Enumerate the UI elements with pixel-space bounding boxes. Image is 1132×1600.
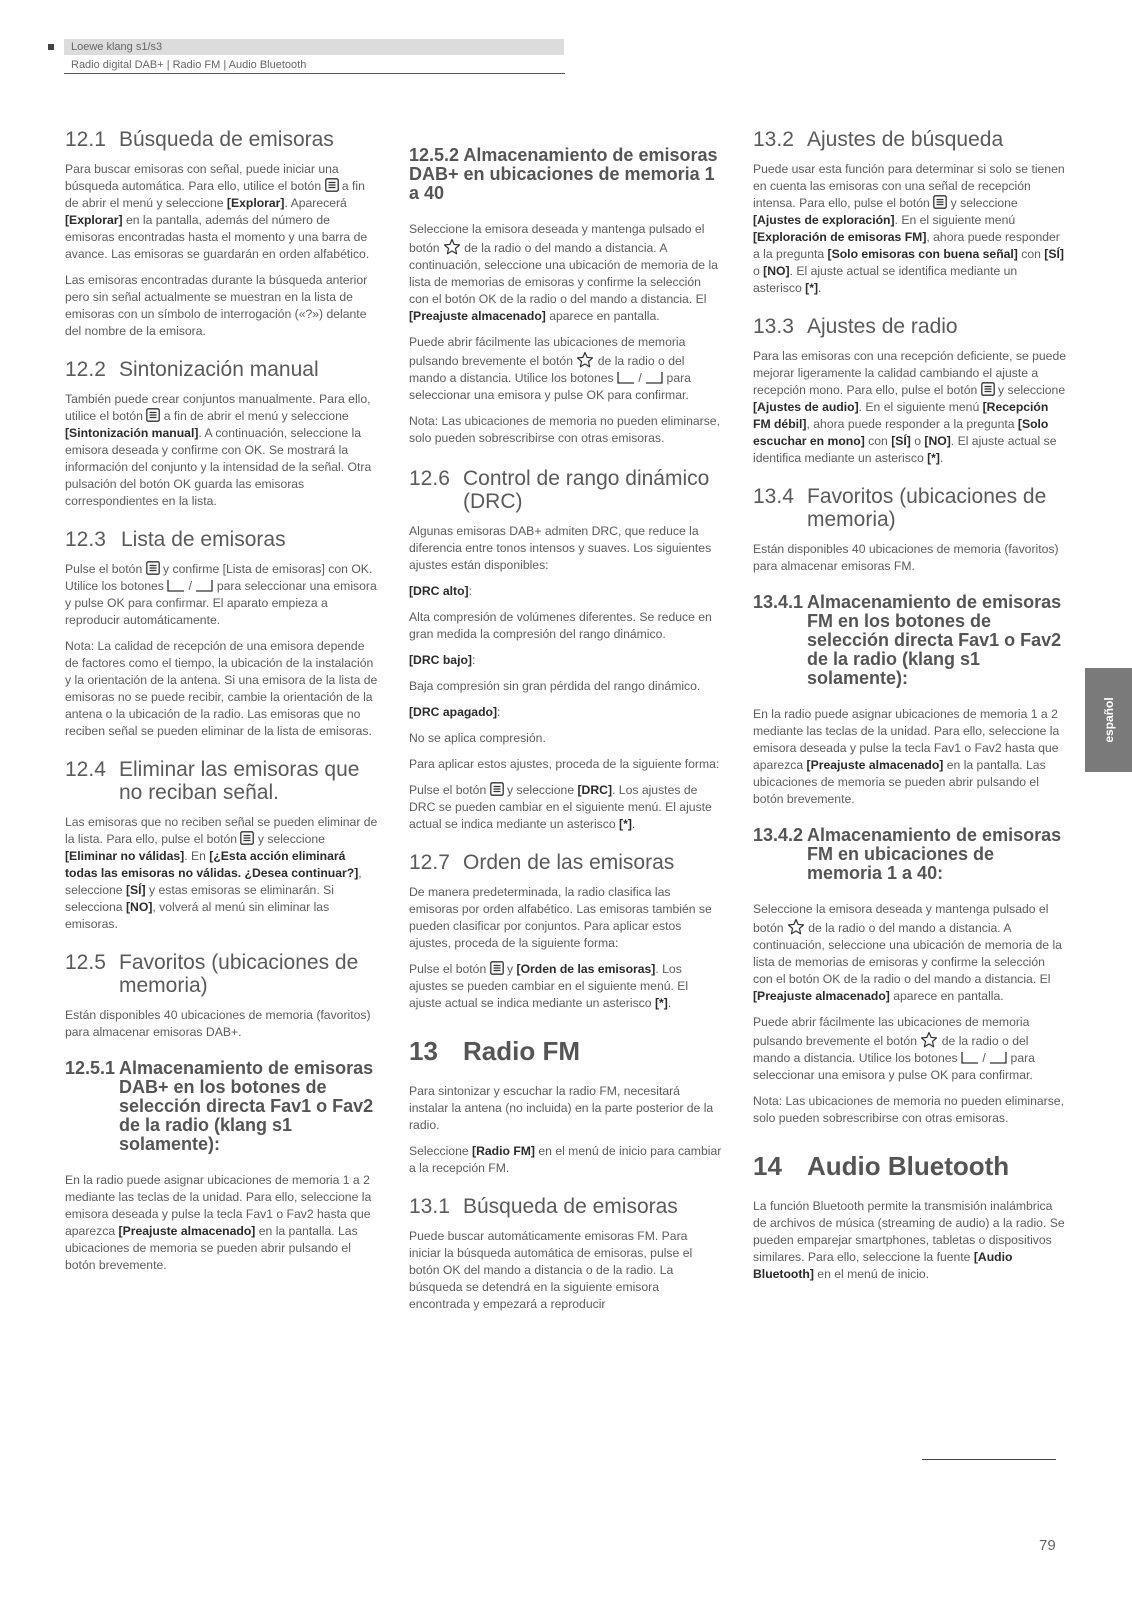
header-model: Loewe klang s1/s3: [71, 41, 163, 53]
heading-13-4: 13.4 Favoritos (ubicaciones de memoria): [753, 485, 1047, 531]
para-12-5-2-b: Puede abrir fácilmente las ubicaciones de memoria pulsando brevemente el botón de la radio o del mando a distancia. Utilice los botones / para seleccionar una emisora y pulse OK para confirmar.: [409, 335, 691, 402]
heading-12-7: 12.7 Orden de las emisoras: [409, 851, 675, 874]
language-tab: español: [1085, 668, 1132, 772]
para-13-a: Para sintonizar y escuchar la radio FM, necesitará instalar la antena (no incluida) en la parte posterior de la radio.: [409, 1084, 714, 1133]
drc-low-label: [DRC bajo]:: [409, 653, 476, 667]
heading-12-1: 12.1 Búsqueda de emisoras: [65, 128, 334, 151]
star-icon: [787, 918, 805, 936]
drc-off-desc: No se aplica compresión.: [409, 731, 546, 745]
star-icon: [576, 351, 594, 369]
heading-13-1: 13.1 Búsqueda de emisoras: [409, 1195, 678, 1219]
column-right: [753, 128, 1066, 1283]
para-12-5: Están disponibles 40 ubicaciones de memoria (favoritos) para almacenar emisoras DAB+.: [65, 1008, 371, 1039]
drc-low-desc: Baja compresión sin gran pérdida del rango dinámico.: [409, 679, 701, 693]
para-12-5-2-a: Seleccione la emisora deseada y mantenga pulsado el botón de la radio o del mando a distancia. A continuación, seleccione una ubicación de memoria de la lista de memorias de emisoras y confirme la selección con el botón OK de la radio o del mando a distancia. El [Preajuste almacenado] aparece en pantalla.: [409, 222, 718, 323]
menu-icon: [325, 178, 339, 192]
page-number: 79: [1039, 1537, 1056, 1554]
para-13-3: Para las emisoras con una recepción deficiente, se puede mejorar ligeramente la calidad cambiando el ajuste a recepción mono. Para ello, pulse el botón y seleccione [Ajustes de audio]. En el siguiente menú [Recepción FM débil], ahora puede responder a la pregunta [Solo escuchar en mono] con [SÍ] o [NO]. El ajuste actual se identifica mediante un asterisco [*].: [753, 349, 1067, 465]
heading-12-3: 12.3 Lista de emisoras: [65, 528, 286, 551]
para-12-6-intro: Algunas emisoras DAB+ admiten DRC, que reduce la diferencia entre tonos intensos y suaves. Los siguientes ajustes están disponibles:: [409, 524, 712, 572]
menu-icon: [490, 961, 504, 975]
para-13-4-2-a: Seleccione la emisora deseada y mantenga pulsado el botón de la radio o del mando a distancia. A continuación, seleccione una ubicación de memoria de la lista de memorias de emisoras y confirme la selección con el botón OK de la radio o del mando a distancia. El [Preajuste almacenado] aparece en pantalla.: [753, 902, 1062, 1003]
para-12-5-2-note: Nota: Las ubicaciones de memoria no pueden eliminarse, solo pueden sobrescribirse con otras emisoras.: [409, 414, 720, 445]
para-12-6-steps: Pulse el botón y seleccione [DRC]. Los ajustes de DRC se pueden cambiar en el siguiente menú. El ajuste actual se indica mediante un asterisco [*].: [409, 783, 712, 831]
heading-12-6: 12.6 Control de rango dinámico (DRC): [409, 467, 710, 513]
heading-14: 14 Audio Bluetooth: [753, 1151, 1010, 1181]
menu-icon: [981, 382, 995, 396]
para-12-6-apply: Para aplicar estos ajustes, proceda de la siguiente forma:: [409, 757, 720, 771]
para-12-1-a: Para buscar emisoras con señal, puede iniciar una búsqueda automática. Para ello, utilice el botón a fin de abrir el menú y seleccione [Explorar]. Aparecerá [Explorar] en la pantalla, además del número de emisoras encontradas hasta el momento y una barra de avance. Las emisoras se guardarán en orden alfabético.: [65, 162, 370, 261]
para-12-7-a: De manera predeterminada, la radio clasifica las emisoras por orden alfabético. Las emisoras también se pueden clasificar por conjuntos. Para aplicar estos ajustes, proceda de la siguiente forma:: [409, 885, 712, 950]
column-left: [65, 128, 378, 1274]
header-subtitle: Radio digital DAB+ | Radio FM | Audio Bluetooth: [71, 59, 307, 71]
heading-13-4-2: 13.4.2 Almacenamiento de emisoras FM en ubicaciones de memoria 1 a 40:: [753, 825, 1062, 883]
para-13-4: Están disponibles 40 ubicaciones de memoria (favoritos) para almacenar emisoras FM.: [753, 542, 1059, 573]
menu-icon: [240, 831, 254, 845]
header-marker: [48, 44, 54, 50]
para-14: La función Bluetooth permite la transmisión inalámbrica de archivos de música (streaming de audio) a la radio. Se pueden emparejar smartphones, tabletas o dispositivos similares. Para ello, seleccione la fuente [Audio Bluetooth] en el menú de inicio.: [753, 1199, 1065, 1282]
star-icon: [920, 1031, 938, 1049]
header-rule: [64, 73, 565, 74]
heading-13-2: 13.2 Ajustes de búsqueda: [753, 128, 1004, 151]
para-12-5-1: En la radio puede asignar ubicaciones de memoria 1 a 2 mediante las teclas de la unidad. Para ello, seleccione la emisora deseada y pulse la tecla Fav1 o Fav2 hasta que aparezca [Preajuste almacenado] en la pantalla. Las ubicaciones de memoria se pueden abrir pulsando el botón brevemente.: [65, 1173, 372, 1272]
para-13-2: Puede usar esta función para determinar si solo se tienen en cuenta las emisoras con una señal de recepción intensa. Para ello, pulse el botón y seleccione [Ajustes de exploración]. En el siguiente menú [Exploración de emisoras FM], ahora puede responder a la pregunta [Solo emisoras con buena señal] con [SÍ] o [NO]. El ajuste actual se identifica mediante un asterisco [*].: [753, 162, 1065, 295]
drc-off-label: [DRC apagado]:: [409, 705, 501, 719]
para-13-4-1: En la radio puede asignar ubicaciones de memoria 1 a 2 mediante las teclas de la unidad. Para ello, seleccione la emisora deseada y pulse la tecla Fav1 o Fav2 hasta que aparezca [Preajuste almacenado] en la pantalla. Las ubicaciones de memoria se pueden abrir pulsando el botón brevemente.: [753, 707, 1060, 806]
next-button-icon: [645, 371, 663, 384]
heading-12-5-1: 12.5.1 Almacenamiento de emisoras DAB+ en los botones de selección directa Fav1 o Fav2 de la radio (klang s1 solamente):: [65, 1058, 374, 1154]
para-12-1-b: Las emisoras encontradas durante la búsqueda anterior pero sin señal actualmente se muestran en la lista de emisoras con un símbolo de interrogación («?») delante del nombre de la emisora.: [65, 273, 368, 338]
heading-12-4: 12.4 Eliminar las emisoras que no reciban señal.: [65, 758, 360, 804]
star-icon: [443, 238, 461, 256]
heading-12-5: 12.5 Favoritos (ubicaciones de memoria): [65, 951, 359, 997]
heading-13: 13 Radio FM: [409, 1036, 580, 1066]
heading-12-5-2: 12.5.2 Almacenamiento de emisoras DAB+ en ubicaciones de memoria 1 a 40: [409, 145, 718, 203]
para-12-3-a: Pulse el botón y confirme [Lista de emisoras] con OK. Utilice los botones / para seleccionar una emisora y pulse OK para confirmar. El aparato empieza a reproducir automáticamente.: [65, 562, 377, 627]
para-12-7-b: Pulse el botón y [Orden de las emisoras]. Los ajustes se pueden cambiar en el siguiente menú. El ajuste actual se indica mediante un asterisco [*].: [409, 962, 689, 1010]
para-13-4-2-b: Puede abrir fácilmente las ubicaciones de memoria pulsando brevemente el botón de la radio o del mando a distancia. Utilice los botones / para seleccionar una emisora y pulse OK para confirmar.: [753, 1015, 1035, 1082]
menu-icon: [146, 408, 160, 422]
para-13-4-2-note: Nota: Las ubicaciones de memoria no pueden eliminarse, solo pueden sobrescribirse con otras emisoras.: [753, 1094, 1064, 1125]
para-12-4: Las emisoras que no reciben señal se pueden eliminar de la lista. Para ello, pulse el botón y seleccione [Eliminar no válidas]. En [¿Esta acción eliminará todas las emisoras no válidas. ¿Desea continuar?], seleccione [SÍ] y estas emisoras se eliminarán. Si selecciona [NO], volverá al menú sin eliminar las emisoras.: [65, 815, 378, 931]
heading-13-3: 13.3 Ajustes de radio: [753, 315, 958, 338]
heading-13-4-1: 13.4.1 Almacenamiento de emisoras FM en los botones de selección directa Fav1 o Fav2 de la radio (klang s1 solamente):: [753, 592, 1062, 688]
drc-high-desc: Alta compresión de volúmenes diferentes. Se reduce en gran medida la compresión del rango dinámico.: [409, 610, 712, 641]
menu-icon: [933, 195, 947, 209]
prev-button-icon: [617, 371, 635, 384]
para-13-1: Puede buscar automáticamente emisoras FM. Para iniciar la búsqueda automática de emisoras, pulse el botón OK del mando a distancia o de la radio. La búsqueda se detendrá en la siguiente emisora encontrada y empezará a reproducir: [409, 1229, 693, 1312]
next-button-icon: [195, 579, 213, 592]
heading-12-2: 12.2 Sintonización manual: [65, 358, 319, 381]
menu-icon: [490, 782, 504, 796]
prev-button-icon: [961, 1051, 979, 1064]
menu-icon: [146, 561, 160, 575]
drc-high-label: [DRC alto]:: [409, 584, 472, 598]
next-button-icon: [989, 1051, 1007, 1064]
para-13-b: Seleccione [Radio FM] en el menú de inicio para cambiar a la recepción FM.: [409, 1144, 722, 1176]
para-12-2: También puede crear conjuntos manualmente. Para ello, utilice el botón a fin de abrir el menú y seleccione [Sintonización manual]. A continuación, seleccione la emisora deseada y confirme con OK. Se mostrará la información del conjunto y la intensidad de la señal. Otra pulsación del botón OK guarda las emisoras correspondientes en la lista.: [65, 392, 372, 508]
footer-rule: [922, 1459, 1056, 1460]
column-middle: [409, 128, 722, 1313]
para-12-3-note: Nota: La calidad de recepción de una emisora depende de factores como el tiempo, la ubicación de la instalación y la orientación de la antena. Si una emisora de la lista de emisoras no se puede recibir, cambie la orientación de la antena o la ubicación de la radio. Las emisoras que no reciben señal se pueden eliminar de la lista de emisoras.: [65, 639, 378, 738]
prev-button-icon: [167, 579, 185, 592]
